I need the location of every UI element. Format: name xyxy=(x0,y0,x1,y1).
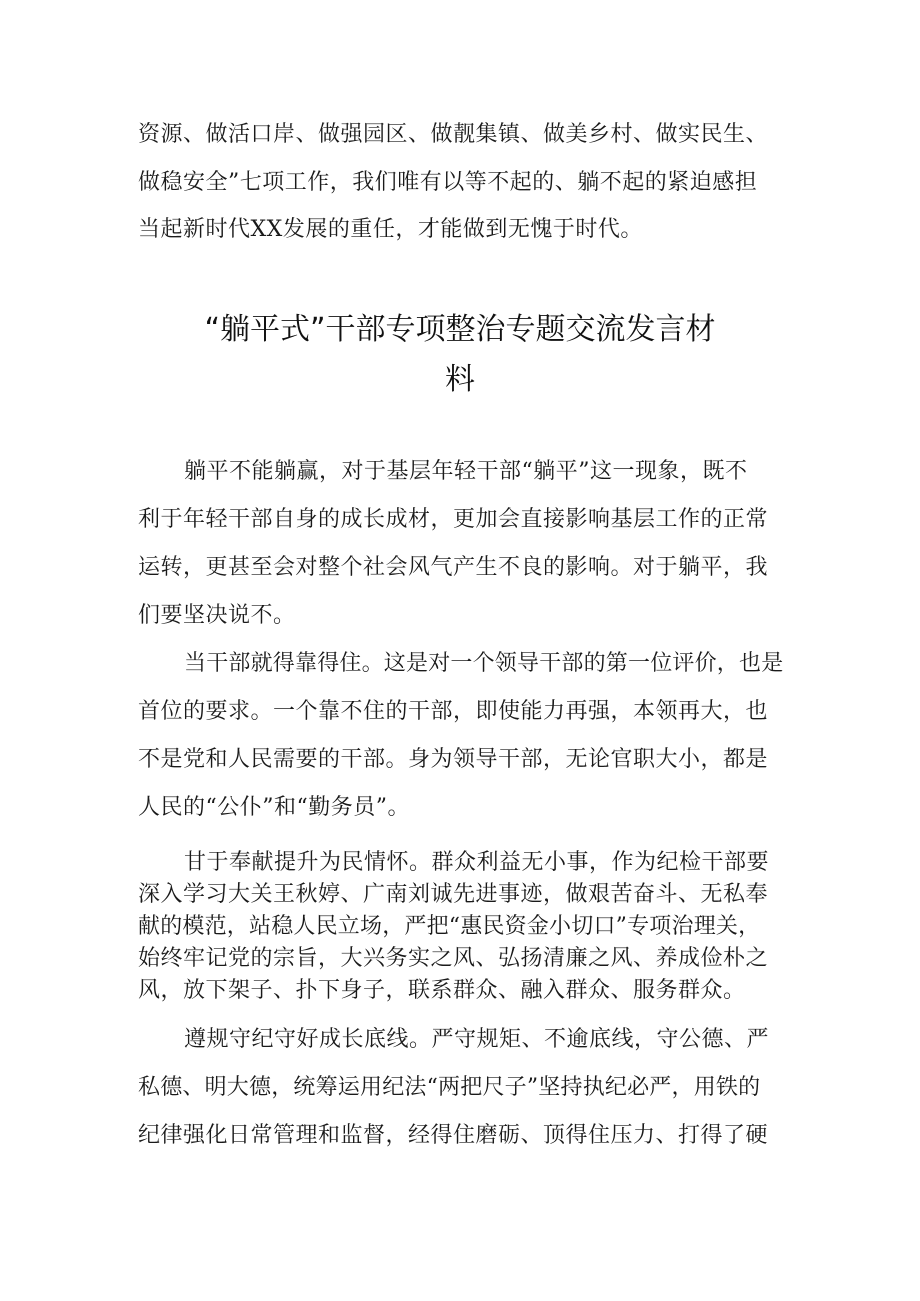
intro-line: 当起新时代XX发展的重任，才能做到无愧于时代。 xyxy=(138,217,643,242)
intro-line: 做稳安全”七项工作，我们唯有以等不起的、躺不起的紧迫感担 xyxy=(138,170,758,195)
paragraph-line: 纪律强化日常管理和监督，经得住磨砺、顶得住压力、打得了硬 xyxy=(138,1123,769,1148)
paragraph-line: 当干部就得靠得住。这是对一个领导干部的第一位评价，也是 xyxy=(184,651,784,676)
paragraph-line: 运转，更甚至会对整个社会风气产生不良的影响。对于躺平，我 xyxy=(138,555,769,580)
paragraph-line: 人民的“公仆”和“勤务员”。 xyxy=(138,795,410,820)
paragraph-line: 私德、明大德，统筹运用纪法“两把尺子”坚持执纪必严，用铁的 xyxy=(138,1075,761,1100)
paragraph-line: 甘于奉献提升为民情怀。群众利益无小事，作为纪检干部要 xyxy=(184,850,770,875)
paragraph-line: 深入学习大关王秋婷、广南刘诚先进事迹，做艰苦奋斗、无私奉 xyxy=(138,882,769,907)
paragraph-line: 始终牢记党的宗旨，大兴务实之风、弘扬清廉之风、养成俭朴之 xyxy=(138,946,769,971)
paragraph-line: 利于年轻干部自身的成长成材，更加会直接影响基层工作的正常 xyxy=(138,507,769,532)
paragraph-line: 不是党和人民需要的干部。身为领导干部，无论官职大小，都是 xyxy=(138,747,769,772)
document-title: “躺平式”干部专项整治专题交流发言材 xyxy=(204,312,716,347)
paragraph-line: 首位的要求。一个靠不住的干部，即使能力再强，本领再大，也 xyxy=(138,699,769,724)
document-title-continuation: 料 xyxy=(445,362,475,397)
paragraph-line: 躺平不能躺赢，对于基层年轻干部“躺平”这一现象，既不 xyxy=(184,459,748,484)
paragraph-line: 们要坚决说不。 xyxy=(138,603,296,628)
paragraph-line: 遵规守纪守好成长底线。严守规矩、不逾底线，守公德、严 xyxy=(184,1027,770,1052)
intro-line: 资源、做活口岸、做强园区、做靓集镇、做美乡村、做实民生、 xyxy=(138,122,769,147)
paragraph-line: 献的模范，站稳人民立场，严把“惠民资金小切口”专项治理关， xyxy=(138,914,761,939)
paragraph-line: 风，放下架子、扑下身子，联系群众、融入群众、服务群众。 xyxy=(138,978,746,1003)
